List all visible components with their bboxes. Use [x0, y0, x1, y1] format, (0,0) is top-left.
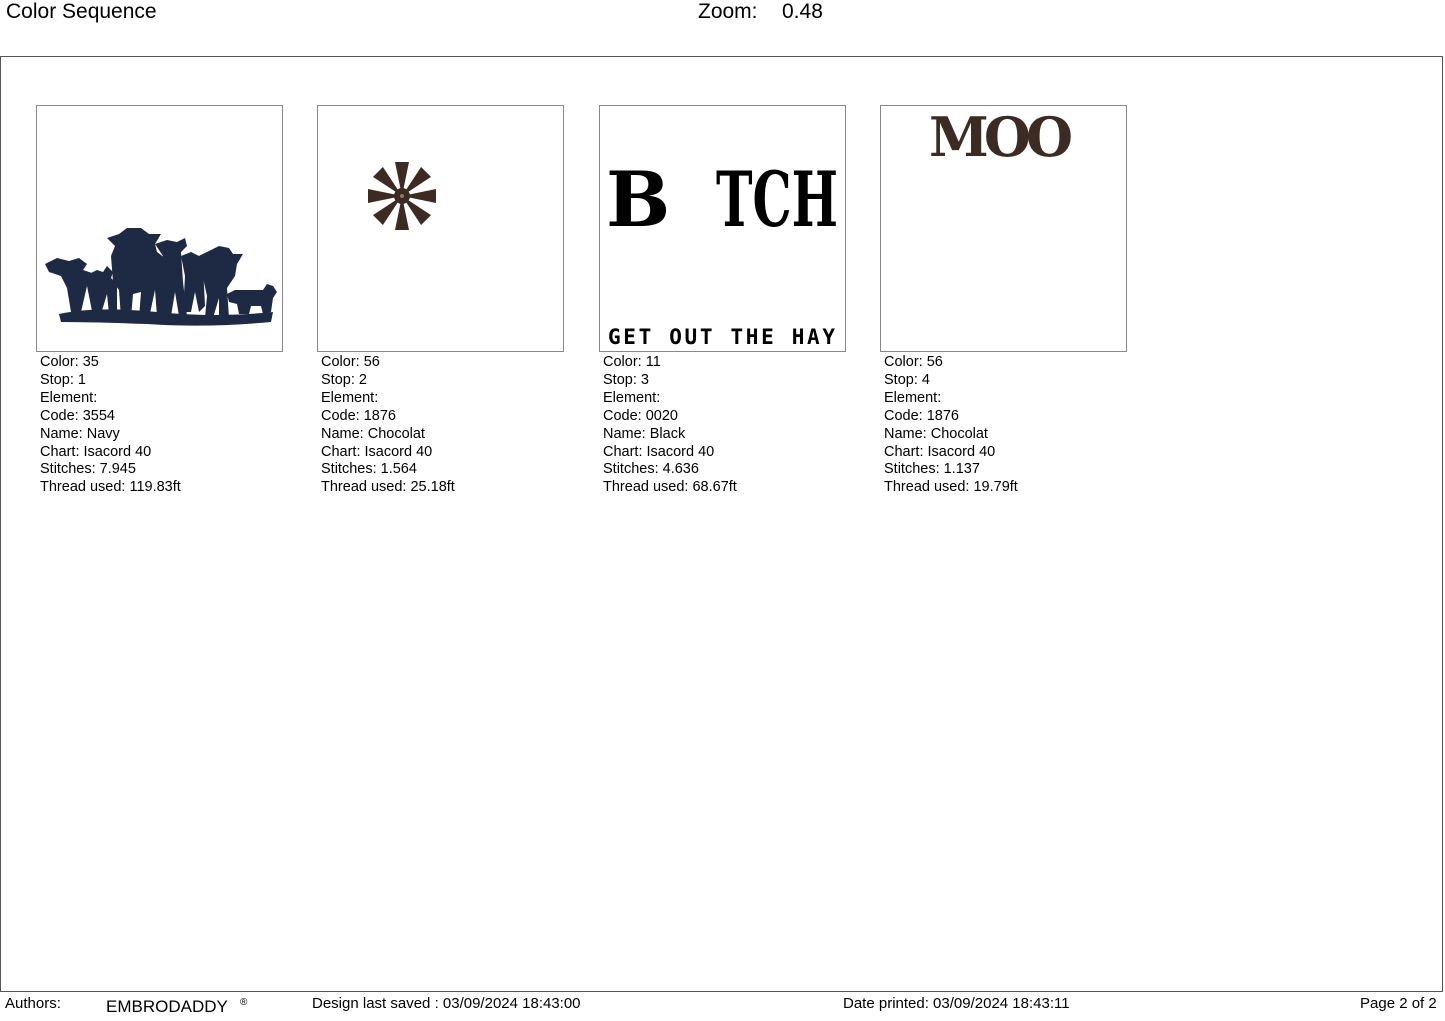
preview-windmill	[317, 105, 564, 352]
author-name: EMBRODADDY	[106, 997, 228, 1016]
thread-name: Name: Chocolat	[884, 425, 988, 442]
stop-number: Stop: 3	[603, 371, 649, 388]
stitch-count: Stitches: 4.636	[603, 461, 699, 478]
thread-code: Code: 0020	[603, 407, 678, 424]
thread-used: Thread used: 119.83ft	[40, 479, 181, 496]
thread-name: Name: Navy	[40, 425, 120, 442]
page-number: Page 2 of 2	[1360, 995, 1437, 1012]
element-label: Element:	[603, 389, 661, 406]
thread-chart: Chart: Isacord 40	[603, 443, 715, 460]
lettering-word-right: TCH	[716, 155, 838, 244]
color-card-3	[599, 105, 846, 497]
color-number: Color: 35	[40, 354, 99, 370]
color-number: Color: 56	[884, 354, 943, 370]
element-label: Element:	[884, 389, 942, 406]
preview-cows-silhouette	[36, 105, 283, 352]
page-title: Color Sequence	[6, 0, 157, 23]
color-card-1	[36, 105, 283, 497]
authors-label: Authors:	[5, 995, 61, 1012]
thread-chart: Chart: Isacord 40	[884, 443, 996, 460]
stitch-count: Stitches: 1.564	[321, 461, 417, 478]
element-label: Element:	[40, 389, 98, 406]
thread-code: Code: 3554	[40, 407, 115, 424]
thread-chart: Chart: Isacord 40	[40, 443, 152, 460]
color-card-2	[317, 105, 564, 497]
stitch-count: Stitches: 7.945	[40, 461, 136, 478]
cows-silhouette-icon	[37, 106, 284, 353]
thread-name: Name: Chocolat	[321, 425, 425, 442]
registered-mark: ®	[240, 997, 248, 1008]
color-card-4	[880, 105, 1127, 497]
preview-text-lettering	[599, 105, 846, 352]
zoom-label: Zoom:	[698, 0, 758, 23]
windmill-icon	[318, 106, 565, 353]
lettering-tagline: GET OUT THE HAY	[608, 325, 838, 349]
thread-used: Thread used: 19.79ft	[884, 479, 1018, 496]
thread-chart: Chart: Isacord 40	[321, 443, 433, 460]
stop-number: Stop: 2	[321, 371, 367, 388]
preview-moo-lettering	[880, 105, 1127, 352]
thread-used: Thread used: 68.67ft	[603, 479, 737, 496]
stop-number: Stop: 4	[884, 371, 930, 388]
stitch-count: Stitches: 1.137	[884, 461, 980, 478]
design-last-saved: Design last saved : 03/09/2024 18:43:00	[312, 995, 581, 1012]
lettering-word: MOO	[929, 105, 1079, 169]
thread-used: Thread used: 25.18ft	[321, 479, 455, 496]
thread-code: Code: 1876	[884, 407, 959, 424]
date-printed: Date printed: 03/09/2024 18:43:11	[843, 995, 1070, 1012]
thread-name: Name: Black	[603, 425, 686, 442]
element-label: Element:	[321, 389, 379, 406]
thread-code: Code: 1876	[321, 407, 396, 424]
lettering-word-left: B	[606, 155, 671, 244]
color-number: Color: 56	[321, 354, 380, 370]
color-number: Color: 11	[603, 354, 661, 370]
stop-number: Stop: 1	[40, 371, 86, 388]
zoom-value: 0.48	[782, 0, 823, 23]
page-footer	[0, 993, 1445, 1021]
